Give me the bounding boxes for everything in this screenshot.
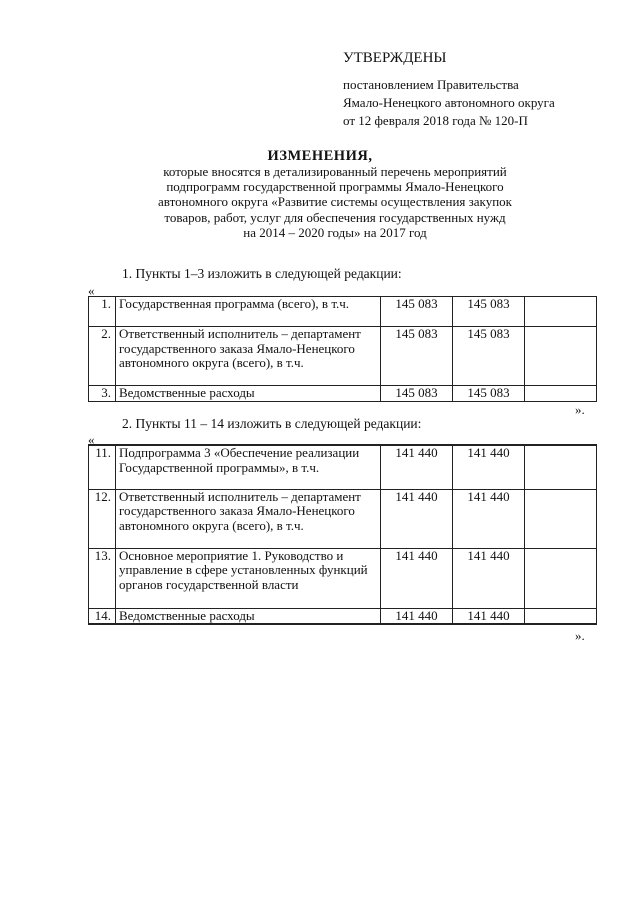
row-number: 1. (89, 297, 116, 327)
row-value-3 (525, 297, 597, 327)
row-value-3 (525, 445, 597, 489)
section2-close-quote: ». (575, 628, 585, 643)
table-row (89, 489, 597, 548)
row-value-2: 145 083 (453, 327, 525, 386)
row-value-2: 141 440 (453, 608, 525, 624)
row-value-1: 145 083 (381, 386, 453, 402)
row-value-1: 141 440 (381, 608, 453, 624)
subtitle-line: подпрограмм государственной программы Ямало-Ненецкого (166, 179, 504, 195)
section1-open-quote: « (88, 283, 95, 298)
table-row (89, 548, 597, 608)
decree-line: Ямало-Ненецкого автономного округа (343, 95, 555, 110)
row-value-2: 145 083 (453, 386, 525, 402)
row-value-2: 141 440 (453, 548, 525, 608)
row-name: Подпрограмма 3 «Обеспечение реализации Государственной программы», в т.ч. (116, 445, 381, 489)
row-value-1: 141 440 (381, 548, 453, 608)
row-value-1: 141 440 (381, 489, 453, 548)
row-value-3 (525, 608, 597, 624)
row-name: Государственная программа (всего), в т.ч. (116, 297, 381, 327)
section2-table (88, 444, 597, 625)
decree-line: постановлением Правительства (343, 77, 519, 92)
table-row (89, 327, 597, 386)
approval-heading: УТВЕРЖДЕНЫ (343, 50, 447, 66)
table-row (89, 608, 597, 624)
table-row (89, 386, 597, 402)
table-row (89, 445, 597, 489)
subtitle-line: товаров, работ, услуг для обеспечения государственных нужд (164, 209, 506, 225)
subtitle-line: которые вносятся в детализированный перечень мероприятий (163, 164, 507, 179)
row-value-2: 141 440 (453, 489, 525, 548)
row-value-2: 141 440 (453, 445, 525, 489)
row-number: 13. (89, 548, 116, 608)
row-number: 14. (89, 608, 116, 624)
row-name: Основное мероприятие 1. Руководство и управление в сфере установленных функций органов государственной власти (116, 548, 381, 608)
subtitle-line: на 2014 – 2020 годы» на 2017 год (243, 224, 427, 240)
row-name: Ведомственные расходы (116, 386, 381, 402)
section1-table (88, 296, 597, 402)
section2-instruction: 2. Пункты 11 – 14 изложить в следующей редакции: (122, 416, 422, 431)
section1-close-quote: ». (575, 402, 585, 417)
section1-instruction: 1. Пункты 1–3 изложить в следующей редакции: (122, 266, 402, 281)
row-name: Ответственный исполнитель – департамент государственного заказа Ямало-Ненецкого автономного округа (всего), в т.ч. (116, 489, 381, 548)
document-title: ИЗМЕНЕНИЯ, (267, 148, 373, 164)
row-value-1: 145 083 (381, 327, 453, 386)
row-value-2: 145 083 (453, 297, 525, 327)
decree-reference (343, 76, 555, 130)
row-name: Ведомственные расходы (116, 608, 381, 624)
row-value-1: 141 440 (381, 445, 453, 489)
section2-open-quote: « (88, 432, 95, 447)
row-number: 3. (89, 386, 116, 402)
row-number: 11. (89, 445, 116, 489)
row-name: Ответственный исполнитель – департамент государственного заказа Ямало-Ненецкого автономного округа (всего), в т.ч. (116, 327, 381, 386)
row-value-3 (525, 548, 597, 608)
subtitle-line: автономного округа «Развитие системы осуществления закупок (158, 194, 512, 210)
decree-line: от 12 февраля 2018 года № 120-П (343, 113, 528, 128)
row-value-3 (525, 327, 597, 386)
row-value-1: 145 083 (381, 297, 453, 327)
row-number: 12. (89, 489, 116, 548)
table-row (89, 297, 597, 327)
document-subtitle (120, 164, 550, 240)
row-number: 2. (89, 327, 116, 386)
row-value-3 (525, 386, 597, 402)
row-value-3 (525, 489, 597, 548)
